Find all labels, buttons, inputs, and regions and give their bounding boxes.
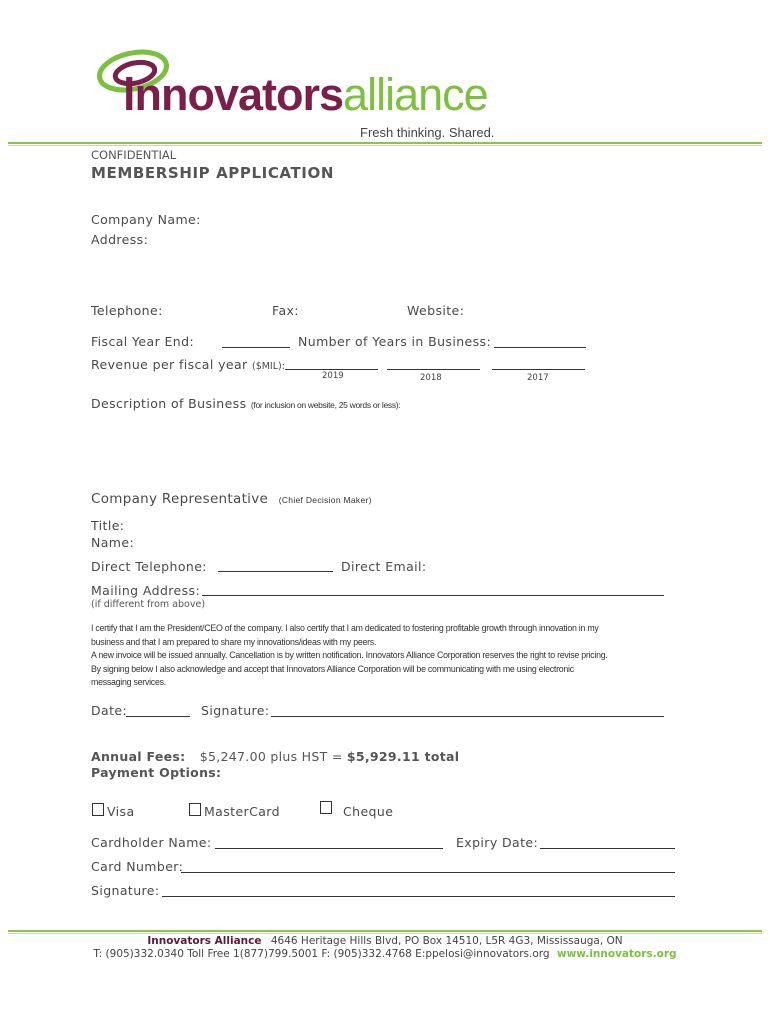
year-2019-label: 2019 [322,371,344,381]
direct-telephone-label: Direct Telephone: [91,559,207,574]
footer-website-link[interactable]: www.innovators.org [556,948,677,960]
direct-telephone-field[interactable] [218,571,333,572]
certification-line-1: I certify that I am the President/CEO of the company. I also certify that I am dedicated to fostering profitable growth through innovation in my [91,623,599,633]
telephone-label: Telephone: [91,303,163,318]
header-rule-thin [8,145,762,146]
header-rule [8,142,762,144]
certification-line-5: messaging services. [91,677,166,687]
mailing-address-note: (if different from above) [91,599,206,610]
logo-text-alliance: alliance [343,69,488,120]
website-label: Website: [407,303,465,318]
address-label: Address: [91,232,149,247]
visa-checkbox[interactable] [92,803,104,816]
mastercard-checkbox[interactable] [189,803,201,816]
cheque-label: Cheque [343,804,394,819]
certification-text [91,622,608,690]
description-label [91,396,400,411]
rep-name-label: Name: [91,535,135,550]
card-signature-label: Signature: [91,883,160,898]
revenue-2018-field[interactable] [387,369,480,370]
annual-fees-label: Annual Fees: [91,749,186,764]
logo-tagline: Fresh thinking. Shared. [360,125,495,140]
footer-rule [8,930,762,932]
card-number-label: Card Number: [91,859,184,874]
years-in-business-field[interactable] [494,347,586,348]
expiry-label: Expiry Date: [456,835,539,850]
signature-label: Signature: [201,703,270,718]
representative-heading [91,491,372,507]
footer-org: Innovators Alliance [147,935,262,947]
rep-title-label: Title: [91,518,125,533]
mastercard-label: MasterCard [204,804,280,819]
visa-label: Visa [107,804,135,819]
date-field[interactable] [126,716,190,717]
logo-text-innovators: innovators [123,69,344,120]
page-title: MEMBERSHIP APPLICATION [91,164,334,182]
fiscal-year-field[interactable] [222,347,290,348]
annual-fees-amount: $5,247.00 plus HST = [199,749,343,764]
footer-address: 4646 Heritage Hills Blvd, PO Box 14510, L5R 4G3, Mississauga, ON [270,935,623,947]
company-name-label: Company Name: [91,212,201,227]
logo [95,45,495,145]
card-number-field[interactable] [181,872,675,873]
revenue-label [91,357,285,372]
years-in-business-label: Number of Years in Business: [298,334,492,349]
signature-field[interactable] [271,716,664,717]
fiscal-year-label: Fiscal Year End: [91,334,195,349]
expiry-field[interactable] [540,848,675,849]
description-label-text: Description of Business [91,396,247,411]
cardholder-field[interactable] [215,848,443,849]
payment-options-label: Payment Options: [91,765,222,780]
revenue-label-text: Revenue per fiscal year [91,357,248,372]
confidential-label: CONFIDENTIAL [91,148,177,162]
footer-contact: T: (905)332.0340 Toll Free 1(877)799.5001 F: (905)332.4768 E:ppelosi@innovators.org [93,948,550,960]
date-label: Date: [91,703,128,718]
certification-line-2: business and that I am prepared to share my innovations/ideas with my peers. [91,636,377,647]
revenue-2019-field[interactable] [285,369,378,370]
description-note: (for inclusion on website, 25 words or less): [250,400,401,410]
annual-fees-total: $5,929.11 total [346,749,460,764]
footer-contact-row [0,948,770,960]
cheque-checkbox[interactable] [320,801,332,814]
cardholder-label: Cardholder Name: [91,835,212,850]
annual-fees-row [91,749,459,764]
card-signature-field[interactable] [162,896,675,897]
representative-heading-note: (Chief Decision Maker) [278,495,372,505]
footer-address-row [0,935,770,947]
direct-email-label: Direct Email: [341,559,427,574]
year-2018-label: 2018 [420,373,442,383]
revenue-unit: ($MIL): [251,361,285,372]
certification-line-3: A new invoice will be issued annually. Cancellation is by written notification. Innovators Alliance Corporation reserves the right to revise pricing. [91,650,608,660]
revenue-2017-field[interactable] [492,369,585,370]
fax-label: Fax: [272,303,299,318]
year-2017-label: 2017 [527,373,549,383]
mailing-address-label: Mailing Address: [91,583,201,598]
footer-rule-thin [8,933,762,934]
certification-line-4: By signing below I also acknowledge and accept that Innovators Alliance Corporation will be communicating with me using electronic [91,663,574,674]
representative-heading-text: Company Representative [91,491,269,507]
mailing-address-field[interactable] [202,595,664,596]
